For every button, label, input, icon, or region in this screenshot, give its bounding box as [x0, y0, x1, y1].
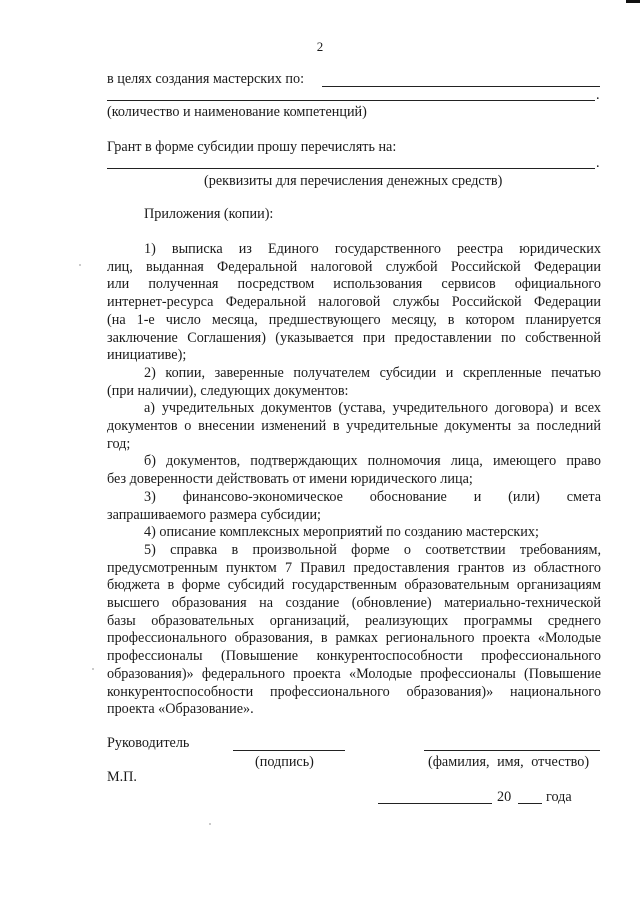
- attachment-line: профессионального образования, в рамках регионального проекта «Молодые: [107, 630, 601, 647]
- workshops-line-label: в целях создания мастерских по:: [107, 71, 305, 87]
- attachment-line: б) документов, подтверждающих полномочия лица, имеющего право: [144, 453, 601, 470]
- date-day-line: [378, 803, 492, 804]
- attachment-line: бюджета в форме субсидий государственным образовательным организациям: [107, 577, 601, 594]
- page-number: 2: [316, 39, 324, 54]
- attachment-line: без доверенности действовать от имени юридического лица;: [107, 471, 473, 488]
- attachment-line: заключение Соглашения) (указывается при предоставлении по собственной: [107, 329, 601, 346]
- scan-speck: [92, 668, 94, 670]
- attachment-line: предусмотренным пунктом 7 Правил предоставления грантов из областного: [107, 559, 601, 576]
- date-year-line: [518, 803, 542, 804]
- workshops-blank-line-2: [107, 100, 595, 101]
- attachment-line: высшего образования на создание (обновление) материально-технической: [107, 595, 601, 611]
- attachment-line: 5) справка в произвольной форме о соответствии требованиям,: [144, 541, 601, 558]
- seal-label: М.П.: [107, 769, 137, 785]
- period-mark: .: [596, 87, 600, 103]
- requisites-blank-line: [107, 168, 595, 169]
- name-line: [424, 750, 600, 751]
- attachment-line: конкурентоспособности профессионального образования)» национального: [107, 683, 601, 700]
- attachment-line: 1) выписка из Единого государственного реестра юридических: [144, 241, 601, 257]
- attachment-line: а) учредительных документов (устава, учредительного договора) и всех: [144, 400, 601, 417]
- attachment-line: год;: [107, 435, 131, 452]
- requisites-caption: (реквизиты для перечисления денежных средств): [204, 173, 503, 189]
- attachments-title: Приложения (копии):: [144, 206, 274, 222]
- attachment-line: образования)» федерального проекта «Молодые профессионалы (Повышение: [107, 665, 601, 682]
- period-mark: .: [596, 155, 600, 171]
- scan-speck: [209, 823, 211, 825]
- attachment-line: или полученная посредством использования сервисов официального: [107, 276, 601, 293]
- attachment-line: проекта «Образование».: [107, 701, 254, 718]
- attachment-line: (на 1-е число месяца, предшествующего месяцу, в котором планируется: [107, 311, 601, 328]
- scan-speck: [79, 264, 81, 266]
- date-year-prefix: 20: [497, 789, 512, 805]
- page-corner-mark: [626, 0, 640, 3]
- attachment-line: запрашиваемого размера субсидии;: [107, 506, 321, 523]
- date-suffix: года: [546, 789, 572, 805]
- attachment-line: лиц, выданная Федеральной налоговой службой Российской Федерации: [107, 258, 601, 275]
- attachment-line: 3) финансово-экономическое обоснование и (или) смета: [144, 488, 601, 505]
- attachment-line: 2) копии, заверенные получателем субсидии и скрепленные печатью: [144, 364, 601, 381]
- attachment-line: инициативе);: [107, 347, 187, 364]
- grant-line-label: Грант в форме субсидии прошу перечислять на:: [107, 139, 397, 155]
- attachment-line: базы образовательных организаций, реализующих программы среднего: [107, 612, 601, 629]
- signature-caption: (подпись): [255, 754, 314, 770]
- name-caption: (фамилия, имя, отчество): [428, 754, 590, 770]
- attachment-line: (при наличии), следующих документов:: [107, 382, 349, 399]
- attachment-line: документов о внесении изменений в учредительные документы за последний: [107, 418, 601, 434]
- attachment-line: интернет-ресурса Федеральной налоговой службы Российской Федерации: [107, 294, 601, 311]
- workshops-blank-line: [322, 86, 600, 87]
- signature-line: [233, 750, 345, 751]
- head-label: Руководитель: [107, 735, 190, 751]
- competencies-caption: (количество и наименование компетенций): [107, 104, 367, 120]
- attachment-line: 4) описание комплексных мероприятий по созданию мастерских;: [144, 524, 539, 541]
- attachment-line: профессионалы (Повышение конкурентоспособности профессионального: [107, 648, 601, 665]
